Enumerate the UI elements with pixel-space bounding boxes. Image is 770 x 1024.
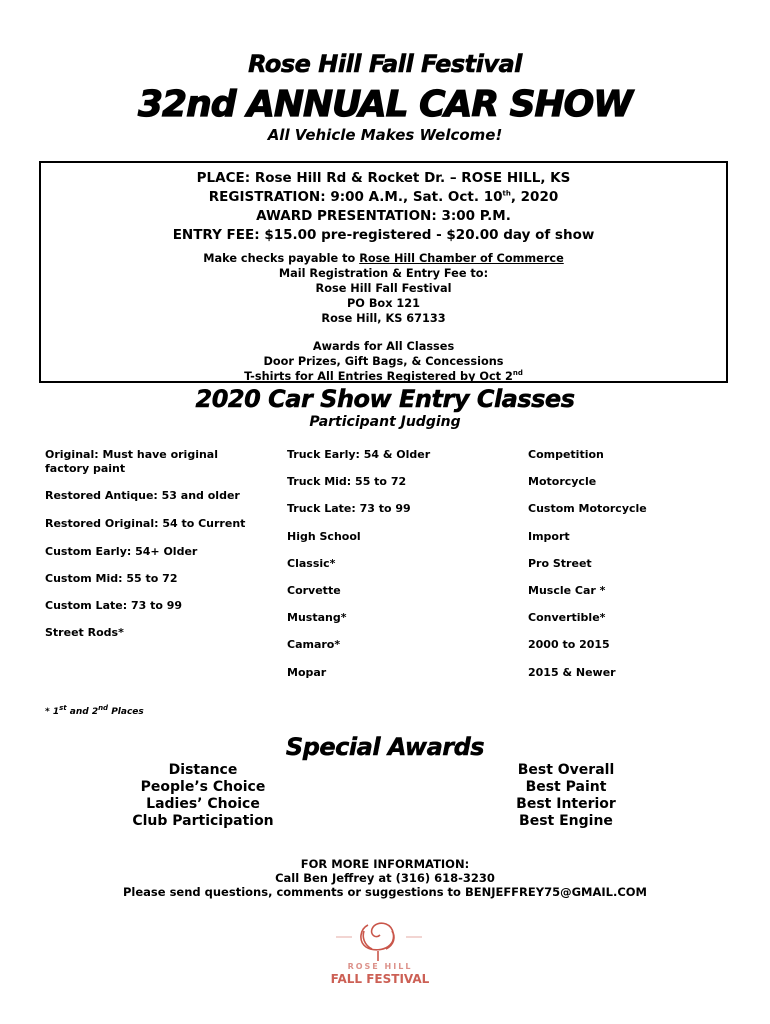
class-item: Original: Must have original factory paint xyxy=(45,448,218,475)
entry-fee-line: ENTRY FEE: $15.00 pre-registered - $20.00 day of show xyxy=(172,227,595,243)
checks-line: Make checks payable to Rose Hill Chamber of Commerce xyxy=(203,252,564,265)
class-item: Muscle Car * xyxy=(528,584,606,598)
award-item: People’s Choice xyxy=(140,779,266,795)
svg-text:FALL FESTIVAL: FALL FESTIVAL xyxy=(330,972,430,986)
registration-line: REGISTRATION: 9:00 A.M., Sat. Oct. 10th, 2020 xyxy=(208,189,559,205)
class-item: High School xyxy=(287,529,361,543)
class-item: Mustang* xyxy=(287,611,347,625)
class-item: Custom Early: 54+ Older xyxy=(45,544,198,558)
class-item: Competition xyxy=(528,448,604,461)
awards-all-line: Awards for All Classes xyxy=(312,340,455,353)
mail-name: Rose Hill Fall Festival xyxy=(315,282,452,295)
award-item: Ladies’ Choice xyxy=(146,796,260,812)
contact-email: Please send questions, comments or suggestions to BENJEFFREY75@GMAIL.COM xyxy=(122,885,647,899)
class-item: Custom Motorcycle xyxy=(528,502,647,516)
class-item: 2000 to 2015 xyxy=(528,638,610,652)
class-column-1 xyxy=(45,448,255,640)
class-item: Pro Street xyxy=(528,556,592,570)
class-item: Corvette xyxy=(287,584,341,598)
special-awards-right xyxy=(466,762,666,830)
event-info-box xyxy=(39,161,728,383)
class-column-2 xyxy=(287,448,487,679)
door-prizes-line: Door Prizes, Gift Bags, & Concessions xyxy=(263,355,504,368)
award-item: Distance xyxy=(168,762,238,778)
award-item: Best Interior xyxy=(516,796,616,812)
award-item: Best Engine xyxy=(519,813,613,829)
class-item: Truck Early: 54 & Older xyxy=(287,448,431,461)
class-item: Truck Late: 73 to 99 xyxy=(287,502,411,516)
mail-label: Mail Registration & Entry Fee to: xyxy=(278,267,489,280)
class-item: Custom Late: 73 to 99 xyxy=(45,599,183,613)
checks-payee: Rose Hill Chamber of Commerce xyxy=(359,252,564,265)
special-awards-left xyxy=(103,762,303,830)
class-item: Classic* xyxy=(287,556,336,570)
class-item: Custom Mid: 55 to 72 xyxy=(45,572,178,586)
class-item: Camaro* xyxy=(287,638,341,652)
award-item: Club Participation xyxy=(132,813,274,829)
class-item: Restored Original: 54 to Current xyxy=(45,517,246,531)
tshirts-line: T-shirts for All Entries Registered by Oct 2nd xyxy=(244,369,523,383)
classes-subtitle: Participant Judging xyxy=(309,414,461,430)
class-item: 2015 & Newer xyxy=(528,665,616,679)
places-footnote: * 1st and 2nd Places xyxy=(45,704,144,717)
special-awards-title: Special Awards xyxy=(285,733,485,761)
welcome-tagline: All Vehicle Makes Welcome! xyxy=(267,126,503,144)
award-presentation-line: AWARD PRESENTATION: 3:00 P.M. xyxy=(256,208,511,224)
festival-logo xyxy=(318,915,442,987)
more-info-heading: FOR MORE INFORMATION: xyxy=(300,857,470,871)
class-item: Motorcycle xyxy=(528,475,597,489)
mail-city: Rose Hill, KS 67133 xyxy=(321,312,446,325)
award-item: Best Paint xyxy=(525,779,607,795)
rose-logo-icon xyxy=(318,915,442,987)
svg-text:ROSE HILL: ROSE HILL xyxy=(347,962,413,971)
class-item: Mopar xyxy=(287,665,327,679)
more-info xyxy=(0,857,770,899)
place-line: PLACE: Rose Hill Rd & Rocket Dr. – ROSE HILL, KS xyxy=(196,170,571,186)
class-item: Street Rods* xyxy=(45,626,124,640)
mail-box: PO Box 121 xyxy=(347,297,420,310)
contact-phone: Call Ben Jeffrey at (316) 618-3230 xyxy=(275,871,495,885)
class-item: Convertible* xyxy=(528,611,606,625)
classes-title: 2020 Car Show Entry Classes xyxy=(195,385,575,413)
class-item: Truck Mid: 55 to 72 xyxy=(287,475,407,489)
award-item: Best Overall xyxy=(517,762,615,778)
show-title: 32nd ANNUAL CAR SHOW xyxy=(137,84,632,125)
class-item: Restored Antique: 53 and older xyxy=(45,489,240,503)
class-column-3 xyxy=(528,448,728,679)
class-item: Import xyxy=(528,529,570,543)
festival-name: Rose Hill Fall Festival xyxy=(248,50,522,78)
